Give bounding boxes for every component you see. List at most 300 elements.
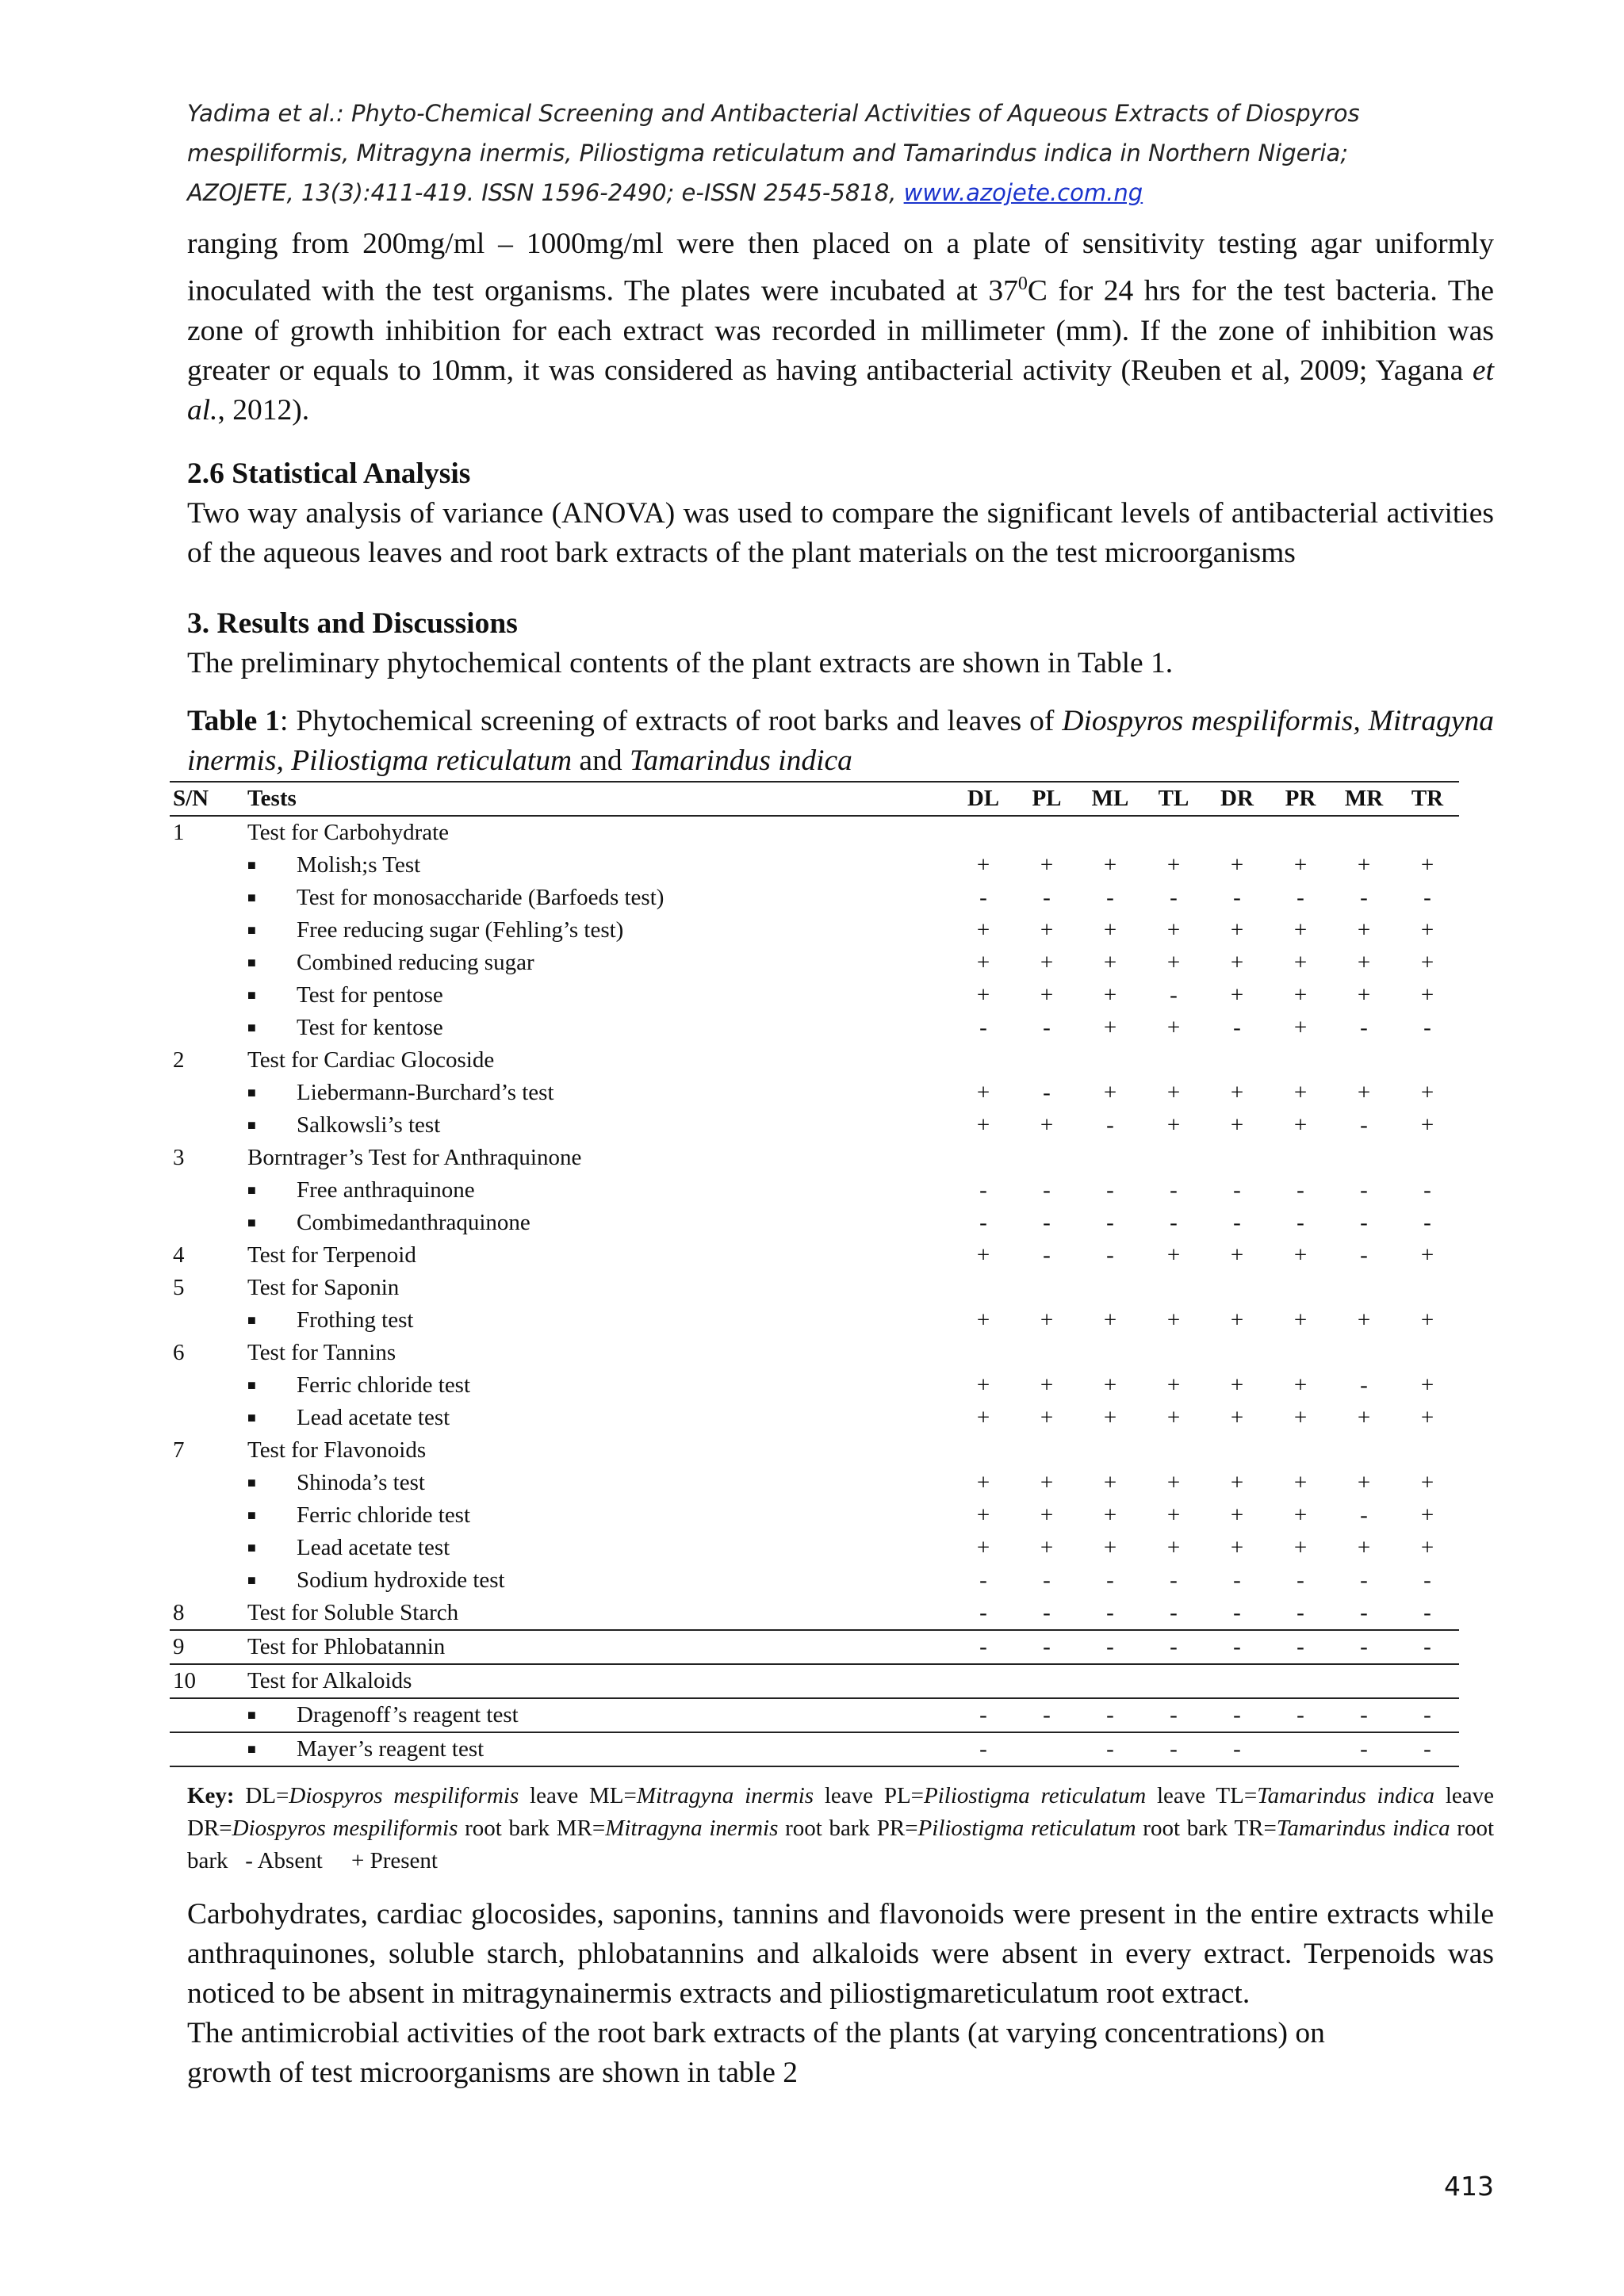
result-cell [1015, 1434, 1078, 1467]
result-cell: + [976, 982, 990, 1008]
row-test-name: Test for Tannins [247, 1340, 396, 1365]
table-row [170, 1597, 1459, 1630]
table-row [170, 1337, 1459, 1369]
row-sn [170, 1369, 247, 1402]
result-cell [952, 1434, 1015, 1467]
result-cell: + [1293, 950, 1308, 975]
table-row [170, 1207, 1459, 1239]
result-cell [1078, 1142, 1142, 1174]
table-row [170, 1272, 1459, 1304]
result-cell: + [1103, 950, 1117, 975]
row-test-name: ■ Ferric chloride test [247, 1499, 952, 1532]
bullet-icon: ■ [247, 1741, 256, 1757]
result-cell: + [1357, 917, 1371, 943]
result-cell: - [1106, 1177, 1114, 1203]
row-sn: 2 [173, 1047, 185, 1073]
result-cell: + [1230, 917, 1244, 943]
col-header-dl: DL [967, 786, 1000, 811]
result-cell: - [1360, 1372, 1368, 1398]
result-cell [1269, 1664, 1332, 1698]
result-cell: - [1043, 1015, 1051, 1040]
result-cell: + [1166, 1470, 1181, 1495]
result-cell: - [1423, 1015, 1431, 1040]
result-cell: + [1040, 1502, 1054, 1528]
row-test-name: ■ Molish;s Test [247, 849, 952, 882]
result-cell: + [1293, 852, 1308, 878]
result-cell: - [1170, 1210, 1178, 1235]
result-cell: - [1170, 1177, 1178, 1203]
result-cell: - [979, 1736, 987, 1762]
result-cell [1205, 1044, 1269, 1077]
result-cell [1015, 816, 1078, 849]
result-cell [1142, 1272, 1205, 1304]
result-cell: - [1233, 1177, 1241, 1203]
table-key [187, 1780, 1494, 1877]
result-cell: + [1166, 1080, 1181, 1105]
row-test-name: ■ Mayer’s reagent test [247, 1732, 952, 1766]
result-cell: + [1420, 852, 1434, 878]
result-cell: + [1230, 1405, 1244, 1430]
result-cell: + [1040, 982, 1054, 1008]
bullet-icon: ■ [247, 1707, 256, 1723]
result-cell [1015, 1664, 1078, 1698]
bullet-icon: ■ [247, 1182, 256, 1198]
result-cell: - [1233, 1015, 1241, 1040]
key-code: DR= [187, 1816, 232, 1841]
result-cell: + [1293, 1405, 1308, 1430]
result-cell: + [1166, 1307, 1181, 1333]
result-cell: + [1166, 1015, 1181, 1040]
key-part: root bark [778, 1816, 877, 1841]
header-line-2: mespiliformis, Mitragyna inermis, Piliostigma reticulatum and Tamarindus indica in Northern Nigeria; [187, 140, 1348, 166]
result-cell: - [1423, 1702, 1431, 1728]
result-cell [1142, 1664, 1205, 1698]
table-row [170, 1630, 1459, 1664]
result-cell [1269, 1142, 1332, 1174]
key-species: Mitragyna inermis [636, 1783, 814, 1808]
result-cell: + [1357, 1405, 1371, 1430]
paragraph-methods: ranging from 200mg/ml – 1000mg/ml were then placed on a plate of sensitivity testing agar uniformly inoculated with the test organisms. The plates were incubated at $37^0C$ for 24 hrs for the test bacteria. The zone of growth inhibition for each extract was recorded in millimeter (mm). If the zone of inhibition was greater or equals to 10mm, it was considered as having antibacterial activity (Reuben et al, 2009; Yagana et al., 2012). [187, 228, 1494, 427]
result-cell: + [1040, 1535, 1054, 1560]
row-sn [170, 1207, 247, 1239]
result-cell: + [1420, 1470, 1434, 1495]
table-row [170, 1239, 1459, 1272]
result-cell: + [1103, 1307, 1117, 1333]
row-sn: 3 [173, 1145, 185, 1170]
result-cell: + [1357, 1307, 1371, 1333]
result-cell: - [1360, 1736, 1368, 1762]
superscript: 0 [1017, 274, 1028, 294]
bullet-icon: ■ [247, 1475, 256, 1490]
row-test-name: Test for Terpenoid [247, 1242, 416, 1268]
row-test-name: ■ Frothing test [247, 1304, 952, 1337]
header-citation: AZOJETE, 13(3):411-419. ISSN 1596-2490; e-ISSN 2545-5818, [187, 179, 904, 206]
result-cell: - [979, 1567, 987, 1593]
result-cell: + [1040, 1470, 1054, 1495]
result-cell: + [1357, 950, 1371, 975]
row-sn [170, 882, 247, 914]
result-cell: + [1103, 1535, 1117, 1560]
col-header-pr: PR [1285, 786, 1316, 811]
key-species: Mitragyna inermis [605, 1816, 779, 1841]
result-cell: - [1106, 1112, 1114, 1138]
result-cell: + [1293, 1470, 1308, 1495]
row-test-name: ■ Test for kentose [247, 1012, 952, 1044]
row-sn: 8 [173, 1600, 185, 1625]
result-cell [1078, 1664, 1142, 1698]
result-cell: + [1103, 1470, 1117, 1495]
result-cell: + [1230, 1112, 1244, 1138]
result-cell: - [1106, 1736, 1114, 1762]
result-cell: - [1170, 1634, 1178, 1659]
result-cell: - [1360, 1600, 1368, 1625]
bullet-icon: ■ [247, 1085, 256, 1100]
result-cell [1332, 816, 1396, 849]
result-cell: - [1297, 1210, 1304, 1235]
result-cell [1078, 1434, 1142, 1467]
result-cell [1015, 1732, 1078, 1766]
result-cell: + [1420, 1307, 1434, 1333]
result-cell: + [1293, 1307, 1308, 1333]
result-cell [1142, 816, 1205, 849]
result-cell: + [1166, 1112, 1181, 1138]
row-sn [170, 1304, 247, 1337]
result-cell: + [976, 1405, 990, 1430]
row-sn [170, 1077, 247, 1109]
result-cell: - [979, 1177, 987, 1203]
result-cell: + [1293, 917, 1308, 943]
result-cell [1396, 1664, 1459, 1698]
result-cell: + [1040, 852, 1054, 878]
result-cell: + [976, 950, 990, 975]
result-cell [1142, 1044, 1205, 1077]
row-sn: 5 [173, 1275, 185, 1300]
result-cell: - [1106, 1702, 1114, 1728]
result-cell: + [976, 1470, 990, 1495]
row-test-name: Test for Saponin [247, 1275, 400, 1300]
key-species: Piliostigma reticulatum [917, 1816, 1136, 1841]
result-cell: - [1423, 1634, 1431, 1659]
row-sn [170, 1012, 247, 1044]
key-part: leave [1434, 1783, 1494, 1808]
table-row [170, 1369, 1459, 1402]
result-cell: + [1230, 1372, 1244, 1398]
bullet-icon: ■ [247, 1540, 256, 1556]
result-cell: + [1230, 1307, 1244, 1333]
result-cell: - [1297, 1634, 1304, 1659]
header-line-1: Yadima et al.: Phyto-Chemical Screening and Antibacterial Activities of Aqueous Extracts of Diospyros [187, 100, 1360, 127]
result-cell: + [1420, 1405, 1434, 1430]
result-cell [1332, 1142, 1396, 1174]
result-cell: - [1106, 1600, 1114, 1625]
table-row [170, 882, 1459, 914]
row-test-name: ■ Combimedanthraquinone [247, 1207, 952, 1239]
result-cell: + [1230, 1242, 1244, 1268]
result-cell: - [1423, 1210, 1431, 1235]
key-part: root bark [187, 1816, 1495, 1873]
row-sn: 6 [173, 1340, 185, 1365]
result-cell: + [1420, 950, 1434, 975]
result-cell: - [1297, 1567, 1304, 1593]
paragraph-antimicrobial-intro: The antimicrobial activities of the root bark extracts of the plants (at varying concentrations) on growth of test microorganisms are shown in table 2 [187, 2017, 1325, 2089]
key-code: ML= [589, 1783, 637, 1808]
result-cell [1015, 1337, 1078, 1369]
result-cell [1269, 816, 1332, 849]
table-row [170, 1434, 1459, 1467]
result-cell [1396, 1044, 1459, 1077]
row-test-name: ■ Free reducing sugar (Fehling’s test) [247, 914, 952, 947]
result-cell: + [976, 852, 990, 878]
key-code: PR= [876, 1816, 918, 1841]
col-header-tl: TL [1158, 786, 1189, 811]
result-cell: - [1106, 1567, 1114, 1593]
col-header-dr: DR [1220, 786, 1254, 811]
table-row [170, 1174, 1459, 1207]
result-cell: + [1420, 917, 1434, 943]
key-code: TL= [1216, 1783, 1258, 1808]
bullet-icon: ■ [247, 890, 256, 905]
key-part: root bark [1136, 1816, 1235, 1841]
result-cell: + [1040, 1405, 1054, 1430]
row-test-name: ■ Test for pentose [247, 979, 952, 1012]
result-cell [1332, 1664, 1396, 1698]
result-cell: + [1103, 1080, 1117, 1105]
result-cell: - [1043, 1634, 1051, 1659]
row-sn: 10 [173, 1668, 196, 1693]
result-cell: + [1357, 852, 1371, 878]
result-cell: + [1040, 1307, 1054, 1333]
result-cell: + [1040, 1112, 1054, 1138]
running-header [187, 94, 1494, 212]
result-cell: - [1360, 1502, 1368, 1528]
row-sn: 4 [173, 1242, 185, 1268]
bullet-icon: ■ [247, 1507, 256, 1523]
row-test-name: Test for Flavonoids [247, 1437, 427, 1463]
result-cell: - [1360, 1702, 1368, 1728]
table-row [170, 1142, 1459, 1174]
row-sn [170, 1467, 247, 1499]
bullet-icon: ■ [247, 1572, 256, 1588]
result-cell [952, 1044, 1015, 1077]
table-row [170, 849, 1459, 882]
result-cell: - [1233, 1210, 1241, 1235]
table-row [170, 1664, 1459, 1698]
key-part: leave [814, 1783, 884, 1808]
bullet-icon: ■ [247, 1410, 256, 1425]
bullet-icon: ■ [247, 955, 256, 970]
result-cell: - [979, 1702, 987, 1728]
key-part: root bark [458, 1816, 557, 1841]
row-test-name: ■ Free anthraquinone [247, 1174, 952, 1207]
result-cell: - [1360, 1634, 1368, 1659]
row-test-name: ■ Lead acetate test [247, 1532, 952, 1564]
result-cell: + [1357, 1535, 1371, 1560]
result-cell [1269, 1272, 1332, 1304]
result-cell: + [1230, 1535, 1244, 1560]
result-cell: + [1420, 982, 1434, 1008]
result-cell: + [976, 1502, 990, 1528]
bullet-icon: ■ [247, 922, 256, 938]
result-cell [1205, 1142, 1269, 1174]
result-cell [1396, 816, 1459, 849]
result-cell: + [1230, 1080, 1244, 1105]
result-cell: + [1166, 852, 1181, 878]
result-cell: + [1357, 982, 1371, 1008]
result-cell: - [979, 1634, 987, 1659]
col-header-ml: ML [1091, 786, 1129, 811]
paragraph-results-intro: The preliminary phytochemical contents of the plant extracts are shown in Table 1. [187, 647, 1174, 679]
table-label: Table 1 [187, 705, 280, 737]
result-cell: - [1360, 1015, 1368, 1040]
result-cell [952, 1337, 1015, 1369]
table-row [170, 1467, 1459, 1499]
row-sn [170, 1732, 247, 1766]
result-cell: + [1293, 982, 1308, 1008]
row-sn [170, 947, 247, 979]
row-sn [170, 1402, 247, 1434]
result-cell: + [976, 1372, 990, 1398]
journal-link[interactable]: www.azojete.com.ng [903, 179, 1143, 206]
result-cell [1332, 1044, 1396, 1077]
row-test-name: ■ Test for monosaccharide (Barfoeds test) [247, 882, 952, 914]
result-cell: - [1233, 1634, 1241, 1659]
result-cell: + [1166, 1242, 1181, 1268]
result-cell: + [1420, 1080, 1434, 1105]
table-row [170, 1532, 1459, 1564]
result-cell [1205, 1664, 1269, 1698]
result-cell [1015, 1272, 1078, 1304]
row-test-name: ■ Shinoda’s test [247, 1467, 952, 1499]
table-row [170, 1499, 1459, 1532]
key-part: leave [1146, 1783, 1216, 1808]
row-sn [170, 1698, 247, 1732]
result-cell: + [976, 917, 990, 943]
result-cell: + [1103, 1015, 1117, 1040]
result-cell: - [1360, 1177, 1368, 1203]
result-cell: + [1293, 1015, 1308, 1040]
result-cell: - [1170, 1736, 1178, 1762]
key-species: Tamarindus indica [1276, 1816, 1450, 1841]
result-cell: + [976, 1242, 990, 1268]
result-cell: - [1360, 885, 1368, 910]
result-cell: - [1043, 1242, 1051, 1268]
result-cell: - [1360, 1112, 1368, 1138]
table-row [170, 1304, 1459, 1337]
table-row [170, 816, 1459, 849]
result-cell: + [976, 1535, 990, 1560]
result-cell: - [1297, 885, 1304, 910]
result-cell: + [1103, 852, 1117, 878]
row-sn: 9 [173, 1634, 185, 1659]
result-cell: - [1233, 885, 1241, 910]
result-cell [1269, 1337, 1332, 1369]
result-cell [1396, 1337, 1459, 1369]
result-cell [1269, 1044, 1332, 1077]
result-cell: + [1103, 1372, 1117, 1398]
row-sn: 7 [173, 1437, 185, 1463]
result-cell: + [1040, 950, 1054, 975]
table-row [170, 1564, 1459, 1597]
row-test-name: ■ Salkowsli’s test [247, 1109, 952, 1142]
result-cell: + [1293, 1535, 1308, 1560]
result-cell: + [1293, 1112, 1308, 1138]
row-sn: 1 [173, 820, 185, 845]
header-line-3 [187, 173, 1494, 212]
result-cell: + [1230, 1502, 1244, 1528]
row-sn [170, 1174, 247, 1207]
result-cell [1269, 1732, 1332, 1766]
result-cell: + [1420, 1242, 1434, 1268]
section-heading-statistical-analysis: 2.6 Statistical Analysis [187, 457, 471, 490]
result-cell: - [1170, 1567, 1178, 1593]
result-cell: - [979, 885, 987, 910]
table-row [170, 1077, 1459, 1109]
row-test-name: Test for Carbohydrate [247, 820, 450, 845]
result-cell: - [1423, 1177, 1431, 1203]
row-test-name: ■ Combined reducing sugar [247, 947, 952, 979]
key-species: Diospyros mespiliformis [232, 1816, 458, 1841]
result-cell [1396, 1434, 1459, 1467]
paragraph-discussion: Carbohydrates, cardiac glocosides, saponins, tannins and flavonoids were present in the entire extracts while anthraquinones, soluble starch, phlobatannins and alkaloids were absent in every extract. Terpenoids was noticed to be absent in mitragynainermis extracts and piliostigmareticulatum root extract. [187, 1898, 1494, 2010]
result-cell: - [1106, 1634, 1114, 1659]
result-cell: + [1420, 1112, 1434, 1138]
row-sn [170, 1109, 247, 1142]
row-sn [170, 914, 247, 947]
result-cell: - [1423, 1600, 1431, 1625]
result-cell: + [1230, 852, 1244, 878]
key-species: Diospyros mespiliformis [289, 1783, 519, 1808]
result-cell: - [1043, 1702, 1051, 1728]
result-cell [1142, 1337, 1205, 1369]
result-cell: - [1233, 1702, 1241, 1728]
key-label: Key: [187, 1783, 235, 1808]
result-cell: - [979, 1600, 987, 1625]
result-cell: - [1106, 1210, 1114, 1235]
section-heading-results: 3. Results and Discussions [187, 607, 518, 640]
result-cell: - [1297, 1702, 1304, 1728]
table-row [170, 1012, 1459, 1044]
table-caption: Table 1: Phytochemical screening of extracts of root barks and leaves of Diospyros mespiliformis, Mitragyna inermis, Piliostigma reticulatum and Tamarindus indica [187, 705, 1495, 777]
result-cell [1078, 1337, 1142, 1369]
result-cell [952, 1664, 1015, 1698]
result-cell: - [1043, 1600, 1051, 1625]
result-cell: + [1230, 982, 1244, 1008]
row-test-name: Borntrager’s Test for Anthraquinone [247, 1145, 582, 1170]
result-cell: + [976, 1112, 990, 1138]
col-header-pl: PL [1032, 786, 1062, 811]
table-row [170, 947, 1459, 979]
result-cell: + [1166, 1502, 1181, 1528]
result-cell: - [1423, 1736, 1431, 1762]
result-cell: + [976, 1307, 990, 1333]
result-cell [1205, 816, 1269, 849]
result-cell: + [1293, 1242, 1308, 1268]
result-cell: - [1170, 982, 1178, 1008]
result-cell: + [1357, 1470, 1371, 1495]
result-cell: + [1420, 1502, 1434, 1528]
phytochemical-table [170, 781, 1459, 1767]
result-cell: - [1233, 1736, 1241, 1762]
row-test-name: Test for Alkaloids [247, 1668, 412, 1693]
row-test-name: Test for Cardiac Glocoside [247, 1047, 495, 1073]
result-cell: + [1293, 1502, 1308, 1528]
key-species: Piliostigma reticulatum [924, 1783, 1147, 1808]
result-cell: + [1230, 950, 1244, 975]
result-cell: - [1043, 885, 1051, 910]
paragraph-statistical-analysis: Two way analysis of variance (ANOVA) was used to compare the significant levels of antibacterial activities of the aqueous leaves and root bark extracts of the plant materials on the test microorganisms [187, 497, 1494, 569]
result-cell [1078, 816, 1142, 849]
key-species: Tamarindus indica [1257, 1783, 1435, 1808]
